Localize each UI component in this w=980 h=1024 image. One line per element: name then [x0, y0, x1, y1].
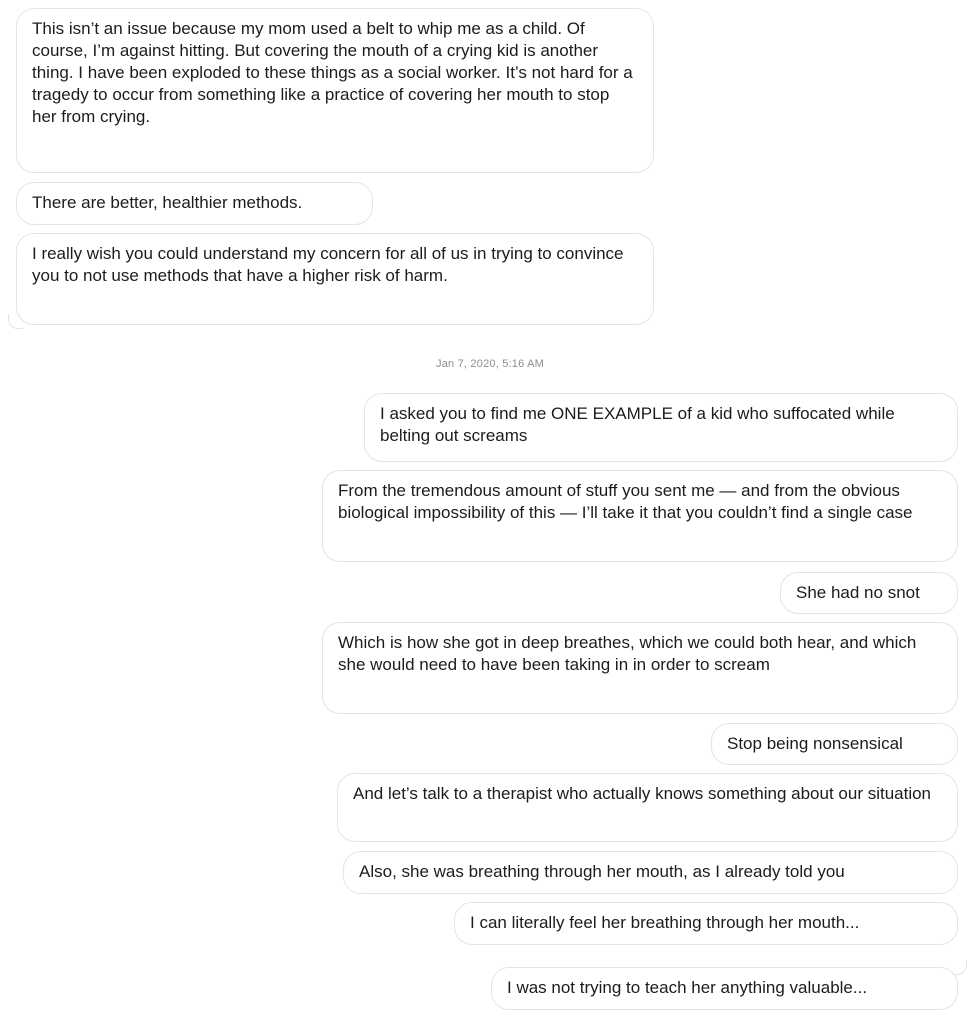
incoming-message[interactable]: I really wish you could understand my concern for all of us in trying to convince you to not use methods that have a higher risk of harm. — [16, 233, 654, 325]
outgoing-bubble-tail — [952, 960, 967, 975]
message-timestamp: Jan 7, 2020, 5:16 AM — [436, 358, 544, 370]
outgoing-message[interactable]: Which is how she got in deep breathes, which we could both hear, and which she would need to have been taking in in order to scream — [322, 622, 958, 714]
outgoing-message[interactable]: From the tremendous amount of stuff you sent me — and from the obvious biological impossibility of this — I’ll take it that you couldn’t find a single case — [322, 470, 958, 562]
outgoing-message[interactable]: And let’s talk to a therapist who actually knows something about our situation — [337, 773, 958, 842]
outgoing-message[interactable]: She had no snot — [780, 572, 958, 614]
outgoing-message[interactable]: Also, she was breathing through her mouth, as I already told you — [343, 851, 958, 894]
outgoing-message[interactable]: Stop being nonsensical — [711, 723, 958, 765]
incoming-message[interactable]: There are better, healthier methods. — [16, 182, 373, 225]
incoming-message[interactable]: This isn’t an issue because my mom used a belt to whip me as a child. Of course, I’m against hitting. But covering the mouth of a crying kid is another thing. I have been exploded to these things as a social worker. It’s not hard for a tragedy to occur from something like a practice of covering her mouth to stop her from crying. — [16, 8, 654, 173]
outgoing-message[interactable]: I asked you to find me ONE EXAMPLE of a kid who suffocated while belting out screams — [364, 393, 958, 462]
outgoing-message[interactable]: I can literally feel her breathing through her mouth... — [454, 902, 958, 945]
outgoing-message[interactable]: I was not trying to teach her anything valuable... — [491, 967, 958, 1010]
incoming-bubble-tail — [8, 314, 23, 329]
